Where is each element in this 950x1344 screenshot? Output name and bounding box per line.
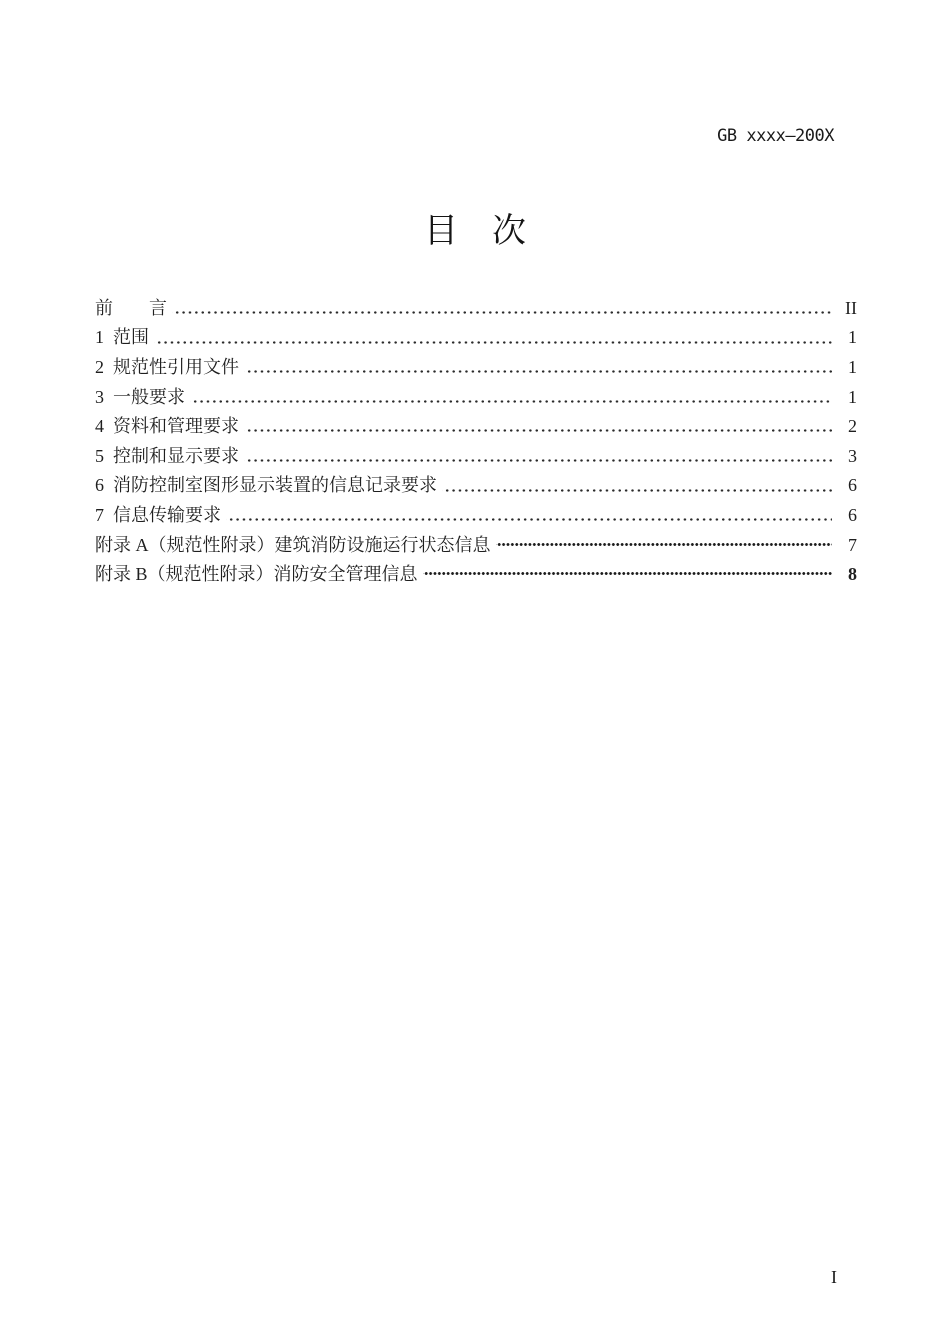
toc-entry-number: 1 <box>95 327 104 348</box>
standard-code-header: GB xxxx—200X <box>717 126 834 146</box>
toc-entry-number: 7 <box>95 504 104 525</box>
dot-leader <box>244 411 832 441</box>
toc-entry-label: 附录 B（规范性附录）消防安全管理信息 <box>95 564 418 585</box>
toc-entry-number: 3 <box>95 386 104 407</box>
toc-entry-label: 控制和显示要求 <box>113 445 239 466</box>
toc-entry-page: 7 <box>848 534 857 555</box>
toc-entry[interactable] <box>95 411 857 441</box>
toc-entry-page: 1 <box>848 386 857 407</box>
toc-entry-label: 消防控制室图形显示装置的信息记录要求 <box>113 475 437 496</box>
toc-entry-number: 5 <box>95 445 104 466</box>
toc-entry[interactable] <box>95 352 857 382</box>
toc-entry[interactable] <box>95 500 857 530</box>
toc-entry-label: 范围 <box>113 327 149 348</box>
toc-entry-label: 资料和管理要求 <box>113 416 239 437</box>
table-of-contents <box>95 293 857 589</box>
toc-entry-label: 附录 A（规范性附录）建筑消防设施运行状态信息 <box>95 534 491 555</box>
dot-leader <box>496 530 833 560</box>
toc-entry-page: 6 <box>848 504 857 525</box>
page-title: 目 次 <box>424 212 526 250</box>
toc-entry-number: 6 <box>95 475 104 496</box>
toc-entry-page: 1 <box>848 327 857 348</box>
toc-entry-label: 信息传输要求 <box>113 504 221 525</box>
toc-entry-page: 6 <box>848 475 857 496</box>
dot-leader <box>226 500 832 530</box>
toc-entry-label: 规范性引用文件 <box>113 356 239 377</box>
toc-entry[interactable] <box>95 323 857 353</box>
dot-leader <box>244 441 832 471</box>
toc-entry-page: 2 <box>848 416 857 437</box>
toc-entry[interactable] <box>95 530 857 560</box>
toc-entry[interactable] <box>95 559 857 589</box>
toc-entry[interactable] <box>95 441 857 471</box>
toc-entry-label: 前 言 <box>95 297 167 318</box>
toc-entry[interactable] <box>95 471 857 501</box>
dot-leader <box>154 323 832 353</box>
footer-page-number: I <box>831 1267 837 1287</box>
toc-entry-page: II <box>845 297 857 318</box>
dot-leader <box>244 352 832 382</box>
toc-entry-page: 1 <box>848 356 857 377</box>
toc-entry-page: 8 <box>848 564 857 585</box>
toc-entry-label: 一般要求 <box>113 386 185 407</box>
toc-entry-page: 3 <box>848 445 857 466</box>
toc-entry-number: 4 <box>95 416 104 437</box>
dot-leader <box>442 471 832 501</box>
dot-leader <box>423 559 832 589</box>
toc-entry-number: 2 <box>95 356 104 377</box>
toc-entry[interactable] <box>95 382 857 412</box>
dot-leader <box>190 382 832 412</box>
toc-entry[interactable] <box>95 293 857 323</box>
dot-leader <box>172 293 832 323</box>
